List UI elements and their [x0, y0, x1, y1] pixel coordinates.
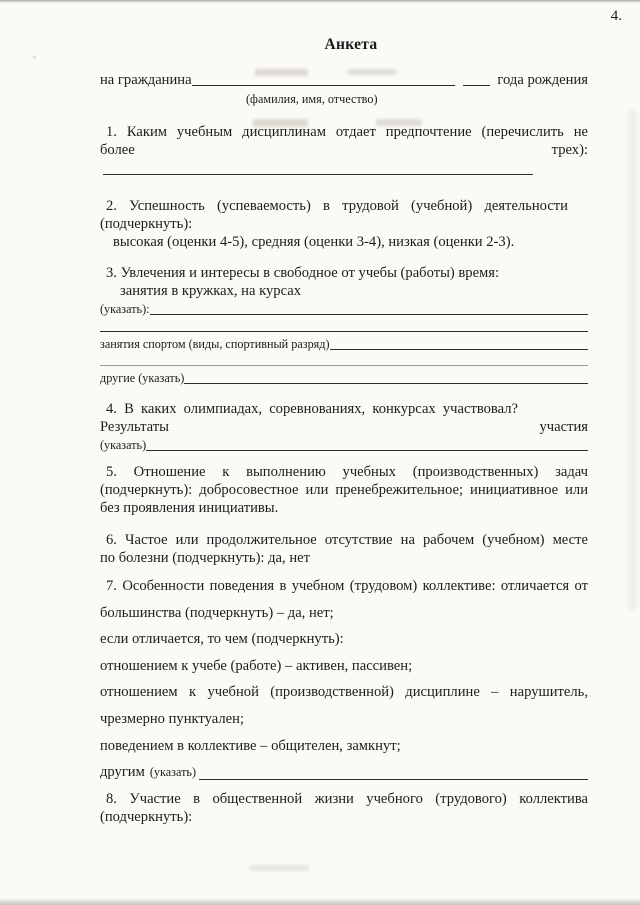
question-2 — [100, 197, 588, 251]
q3-sport-blank — [330, 349, 588, 350]
q1-text-right: трех): — [551, 142, 588, 158]
form-content — [100, 0, 588, 826]
question-6 — [100, 531, 588, 567]
q7-option-study: отношением к учебе (работе) – активен, пассивен; — [100, 657, 413, 674]
question-4 — [100, 400, 588, 454]
q3-specify-blank — [150, 314, 588, 315]
q2-text-line1: 2. Успешность (успеваемость) в трудовой (учебной) деятельности — [106, 198, 568, 214]
q4-text-line2 — [100, 418, 588, 436]
q3-sport-label: занятия спортом (виды, спортивный разряд) — [100, 337, 330, 351]
q2-options: высокая (оценки 4-5), средняя (оценки 3-4), низкая (оценки 2-3). — [113, 234, 515, 250]
question-7 — [100, 573, 588, 786]
question-3 — [100, 264, 588, 387]
q3-specify-label: (указать): — [100, 302, 150, 316]
q6-text-line2: по болезни (подчеркнуть): да, нет — [100, 550, 310, 566]
q4-specify-row — [100, 436, 588, 454]
q5-text-line1: 5. Отношение к выполнению учебных (производственных) задач — [106, 464, 588, 480]
q3-text-line1: 3. Увлечения и интересы в свободное от учебы (работы) время: — [106, 265, 500, 281]
ink-bleed-smudge — [249, 865, 309, 871]
q3-text-line2: занятия в кружках, на курсах — [120, 283, 302, 299]
q8-text-line1: 8. Участие в общественной жизни учебного (трудового) коллектива — [106, 790, 588, 807]
scan-edge-bottom — [0, 898, 640, 905]
q4-specify-blank — [146, 450, 588, 451]
q7-other-blank — [199, 779, 588, 780]
q1-text-line2 — [100, 141, 588, 159]
q8-text-line2: (подчеркнуть): — [100, 808, 193, 825]
name-caption: (фамилия, имя, отчество) — [246, 92, 378, 106]
q7-option-behavior: поведением в коллективе – общителен, замкнут; — [100, 737, 401, 754]
q3-other-blank — [184, 383, 588, 384]
form-title: Анкета — [324, 36, 378, 53]
question-5 — [100, 463, 588, 517]
q4-text-line1: 4. В каких олимпиадах, соревнованиях, конкурсах участвовал? — [106, 401, 518, 417]
citizen-name-blank — [192, 85, 456, 86]
q7-option-discipline: отношением к учебной (производственной) дисциплине – нарушитель, — [100, 684, 588, 701]
q7-text-line2: большинства (подчеркнуть) – да, нет; — [100, 604, 334, 621]
q5-text-line3: без проявления инициативы. — [100, 500, 279, 516]
q3-other-label: другие (указать) — [100, 371, 185, 385]
q4-specify-label: (указать) — [100, 438, 147, 452]
q7-option-discipline-cont: чрезмерно пунктуален; — [100, 710, 244, 727]
q6-text-line1: 6. Частое или продолжительное отсутствие на рабочем (учебном) месте — [106, 532, 588, 548]
question-8 — [100, 790, 588, 826]
q3-other-row — [100, 369, 588, 387]
q7-other-label: другим — [100, 764, 145, 781]
paper-speck — [33, 56, 36, 59]
q5-text-line2: (подчеркнуть): добросовестное или пренебрежительное; инициативное или — [100, 482, 588, 498]
question-1 — [100, 123, 588, 175]
q1-text-line1: 1. Каким учебным дисциплинам отдает предпочтение (перечислить не — [106, 124, 588, 140]
q1-text-left: более — [100, 142, 135, 158]
birth-year-blank — [463, 85, 490, 86]
q7-text-line1: 7. Особенности поведения в учебном (трудовом) коллективе: отличается от — [106, 578, 588, 594]
q3-sport-row — [100, 335, 588, 353]
birth-year-label: года рождения — [497, 72, 588, 88]
page-number: 4. — [610, 8, 622, 24]
q3-answer-line-faint — [100, 365, 588, 366]
q1-answer-line — [103, 174, 533, 175]
q3-specify-row — [100, 300, 588, 318]
citizen-name-row — [100, 71, 588, 89]
q7-other-specify-label: (указать) — [149, 765, 197, 780]
q2-text-line2: (подчеркнуть): — [100, 216, 193, 232]
q4-text-left: Результаты — [100, 419, 169, 435]
q4-text-right: участия — [539, 419, 588, 435]
scan-right-streak — [629, 110, 636, 610]
q7-other-row — [100, 759, 588, 786]
name-prefix-label: на гражданина — [100, 72, 192, 88]
q3-answer-line — [100, 331, 588, 332]
q7-text-line3: если отличается, то чем (подчеркнуть): — [100, 631, 344, 648]
